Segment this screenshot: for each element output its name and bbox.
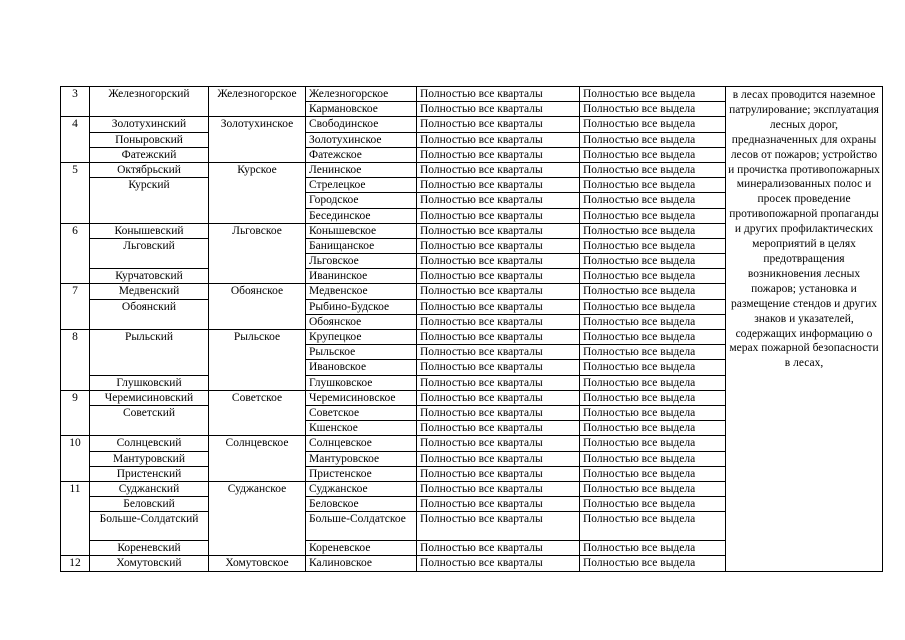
row-number [61, 269, 90, 284]
plots-value: Полностью все выдела [580, 375, 726, 390]
quarters-value: Полностью все кварталы [417, 360, 580, 375]
section-name: Кореневское [306, 541, 417, 556]
quarters-value: Полностью все кварталы [417, 117, 580, 132]
quarters-value: Полностью все кварталы [417, 314, 580, 329]
row-number: 5 [61, 162, 90, 177]
row-number: 10 [61, 436, 90, 451]
forestry-name [209, 314, 306, 329]
forestry-name: Железногорское [209, 87, 306, 102]
section-name: Кармановское [306, 102, 417, 117]
section-name: Пристенское [306, 466, 417, 481]
section-name: Кшенское [306, 421, 417, 436]
section-name: Золотухинское [306, 132, 417, 147]
section-name: Железногорское [306, 87, 417, 102]
forestry-name [209, 299, 306, 314]
section-name: Калиновское [306, 556, 417, 572]
plots-value: Полностью все выдела [580, 147, 726, 162]
quarters-value: Полностью все кварталы [417, 556, 580, 572]
plots-value: Полностью все выдела [580, 556, 726, 572]
section-name: Рыбино-Будское [306, 299, 417, 314]
district-name: Курский [90, 178, 209, 193]
plots-value: Полностью все выдела [580, 132, 726, 147]
district-name: Медвенский [90, 284, 209, 299]
quarters-value: Полностью все кварталы [417, 466, 580, 481]
plots-value: Полностью все выдела [580, 178, 726, 193]
district-name: Суджанский [90, 481, 209, 496]
plots-value: Полностью все выдела [580, 421, 726, 436]
section-name: Конышевское [306, 223, 417, 238]
quarters-value: Полностью все кварталы [417, 87, 580, 102]
district-name [90, 360, 209, 375]
row-number: 4 [61, 117, 90, 132]
district-name: Советский [90, 405, 209, 420]
row-number [61, 405, 90, 420]
forestry-name: Курское [209, 162, 306, 177]
forestry-name [209, 360, 306, 375]
plots-value: Полностью все выдела [580, 541, 726, 556]
forestry-name: Льговское [209, 223, 306, 238]
section-name: Льговское [306, 254, 417, 269]
quarters-value: Полностью все кварталы [417, 269, 580, 284]
district-name: Льговский [90, 238, 209, 253]
quarters-value: Полностью все кварталы [417, 223, 580, 238]
row-number: 12 [61, 556, 90, 572]
section-name: Медвенское [306, 284, 417, 299]
district-name: Мантуровский [90, 451, 209, 466]
quarters-value: Полностью все кварталы [417, 299, 580, 314]
fire-prevention-measures-note: в лесах проводится наземное патрулирование; эксплуатация лесных дорог, предназначенных для охраны лесов от пожаров; устройство и прочистка противопожарных минерализованных полос и просек проведение противопожарной пропаганды и других профилактических мероприятий в целях предотвращения возникновения лесных пожаров; установка и размещение стендов и других знаков и указателей, содержащих информацию о мерах пожарной безопасности в лесах, [726, 87, 883, 572]
row-number [61, 102, 90, 117]
quarters-value: Полностью все кварталы [417, 451, 580, 466]
row-number: 7 [61, 284, 90, 299]
district-name: Кореневский [90, 541, 209, 556]
district-name: Фатежский [90, 147, 209, 162]
quarters-value: Полностью все кварталы [417, 330, 580, 345]
section-name: Солнцевское [306, 436, 417, 451]
district-name: Обоянский [90, 299, 209, 314]
forestry-name [209, 132, 306, 147]
section-name: Ивановское [306, 360, 417, 375]
plots-value: Полностью все выдела [580, 451, 726, 466]
forestry-name [209, 405, 306, 420]
plots-value: Полностью все выдела [580, 390, 726, 405]
district-name: Черемисиновский [90, 390, 209, 405]
plots-value: Полностью все выдела [580, 117, 726, 132]
quarters-value: Полностью все кварталы [417, 238, 580, 253]
section-name: Крупецкое [306, 330, 417, 345]
forestry-name [209, 193, 306, 208]
section-name: Бесединское [306, 208, 417, 223]
section-name: Банищанское [306, 238, 417, 253]
plots-value: Полностью все выдела [580, 269, 726, 284]
row-number [61, 541, 90, 556]
district-name: Поныровский [90, 132, 209, 147]
district-name [90, 193, 209, 208]
district-name [90, 421, 209, 436]
quarters-value: Полностью все кварталы [417, 208, 580, 223]
plots-value: Полностью все выдела [580, 208, 726, 223]
plots-value: Полностью все выдела [580, 162, 726, 177]
row-number [61, 421, 90, 436]
quarters-value: Полностью все кварталы [417, 390, 580, 405]
forestry-name [209, 269, 306, 284]
section-name: Советское [306, 405, 417, 420]
quarters-value: Полностью все кварталы [417, 375, 580, 390]
plots-value: Полностью все выдела [580, 284, 726, 299]
forestry-name: Обоянское [209, 284, 306, 299]
quarters-value: Полностью все кварталы [417, 102, 580, 117]
row-number [61, 147, 90, 162]
plots-value: Полностью все выдела [580, 405, 726, 420]
section-name: Стрелецкое [306, 178, 417, 193]
row-number [61, 238, 90, 253]
plots-value: Полностью все выдела [580, 345, 726, 360]
row-number: 11 [61, 481, 90, 496]
quarters-value: Полностью все кварталы [417, 497, 580, 512]
row-number [61, 512, 90, 541]
district-name: Глушковский [90, 375, 209, 390]
district-name: Железногорский [90, 87, 209, 102]
plots-value: Полностью все выдела [580, 360, 726, 375]
plots-value: Полностью все выдела [580, 512, 726, 541]
district-name: Октябрьский [90, 162, 209, 177]
district-name: Золотухинский [90, 117, 209, 132]
plots-value: Полностью все выдела [580, 466, 726, 481]
forestry-name: Солнцевское [209, 436, 306, 451]
plots-value: Полностью все выдела [580, 314, 726, 329]
forestry-name [209, 208, 306, 223]
forestry-name [209, 421, 306, 436]
row-number [61, 360, 90, 375]
forestry-name [209, 147, 306, 162]
forestry-name: Советское [209, 390, 306, 405]
district-name: Конышевский [90, 223, 209, 238]
district-name [90, 314, 209, 329]
quarters-value: Полностью все кварталы [417, 436, 580, 451]
section-name: Городское [306, 193, 417, 208]
quarters-value: Полностью все кварталы [417, 132, 580, 147]
forestry-name [209, 497, 306, 512]
forestry-name [209, 238, 306, 253]
row-number [61, 178, 90, 193]
row-number [61, 466, 90, 481]
row-number [61, 132, 90, 147]
forestry-name [209, 254, 306, 269]
plots-value: Полностью все выдела [580, 193, 726, 208]
plots-value: Полностью все выдела [580, 223, 726, 238]
forestry-name: Суджанское [209, 481, 306, 496]
forestry-name: Хомутовское [209, 556, 306, 572]
forestry-name: Золотухинское [209, 117, 306, 132]
quarters-value: Полностью все кварталы [417, 162, 580, 177]
section-name: Черемисиновское [306, 390, 417, 405]
row-number: 9 [61, 390, 90, 405]
district-name: Рыльский [90, 330, 209, 345]
district-name: Солнцевский [90, 436, 209, 451]
quarters-value: Полностью все кварталы [417, 481, 580, 496]
quarters-value: Полностью все кварталы [417, 193, 580, 208]
district-name [90, 254, 209, 269]
row-number [61, 299, 90, 314]
quarters-value: Полностью все кварталы [417, 512, 580, 541]
row-number [61, 451, 90, 466]
plots-value: Полностью все выдела [580, 330, 726, 345]
section-name: Глушковское [306, 375, 417, 390]
row-number [61, 345, 90, 360]
plots-value: Полностью все выдела [580, 238, 726, 253]
quarters-value: Полностью все кварталы [417, 405, 580, 420]
forestry-name: Рыльское [209, 330, 306, 345]
plots-value: Полностью все выдела [580, 436, 726, 451]
forest-fire-measures-table [60, 86, 883, 572]
district-name: Курчатовский [90, 269, 209, 284]
plots-value: Полностью все выдела [580, 299, 726, 314]
forestry-name [209, 102, 306, 117]
forestry-name [209, 178, 306, 193]
section-name: Обоянское [306, 314, 417, 329]
section-name: Рыльское [306, 345, 417, 360]
section-name: Иванинское [306, 269, 417, 284]
plots-value: Полностью все выдела [580, 497, 726, 512]
district-name [90, 345, 209, 360]
quarters-value: Полностью все кварталы [417, 421, 580, 436]
district-name: Беловский [90, 497, 209, 512]
section-name: Беловское [306, 497, 417, 512]
section-name: Фатежское [306, 147, 417, 162]
row-number [61, 375, 90, 390]
row-number: 8 [61, 330, 90, 345]
forestry-name [209, 466, 306, 481]
row-number [61, 314, 90, 329]
forestry-name [209, 375, 306, 390]
plots-value: Полностью все выдела [580, 481, 726, 496]
district-name [90, 102, 209, 117]
forestry-name [209, 451, 306, 466]
quarters-value: Полностью все кварталы [417, 345, 580, 360]
plots-value: Полностью все выдела [580, 102, 726, 117]
row-number [61, 497, 90, 512]
section-name: Больше-Солдатское [306, 512, 417, 541]
section-name: Суджанское [306, 481, 417, 496]
quarters-value: Полностью все кварталы [417, 254, 580, 269]
table-row [61, 87, 883, 102]
row-number [61, 193, 90, 208]
row-number: 3 [61, 87, 90, 102]
district-name: Хомутовский [90, 556, 209, 572]
plots-value: Полностью все выдела [580, 254, 726, 269]
plots-value: Полностью все выдела [580, 87, 726, 102]
quarters-value: Полностью все кварталы [417, 147, 580, 162]
forestry-name [209, 541, 306, 556]
row-number [61, 208, 90, 223]
row-number [61, 254, 90, 269]
quarters-value: Полностью все кварталы [417, 178, 580, 193]
forestry-name [209, 512, 306, 541]
quarters-value: Полностью все кварталы [417, 284, 580, 299]
section-name: Ленинское [306, 162, 417, 177]
district-name: Пристенский [90, 466, 209, 481]
quarters-value: Полностью все кварталы [417, 541, 580, 556]
forestry-name [209, 345, 306, 360]
district-name [90, 208, 209, 223]
section-name: Мантуровское [306, 451, 417, 466]
section-name: Свободинское [306, 117, 417, 132]
table-body [61, 87, 883, 572]
row-number: 6 [61, 223, 90, 238]
district-name: Больше-Солдатский [90, 512, 209, 541]
